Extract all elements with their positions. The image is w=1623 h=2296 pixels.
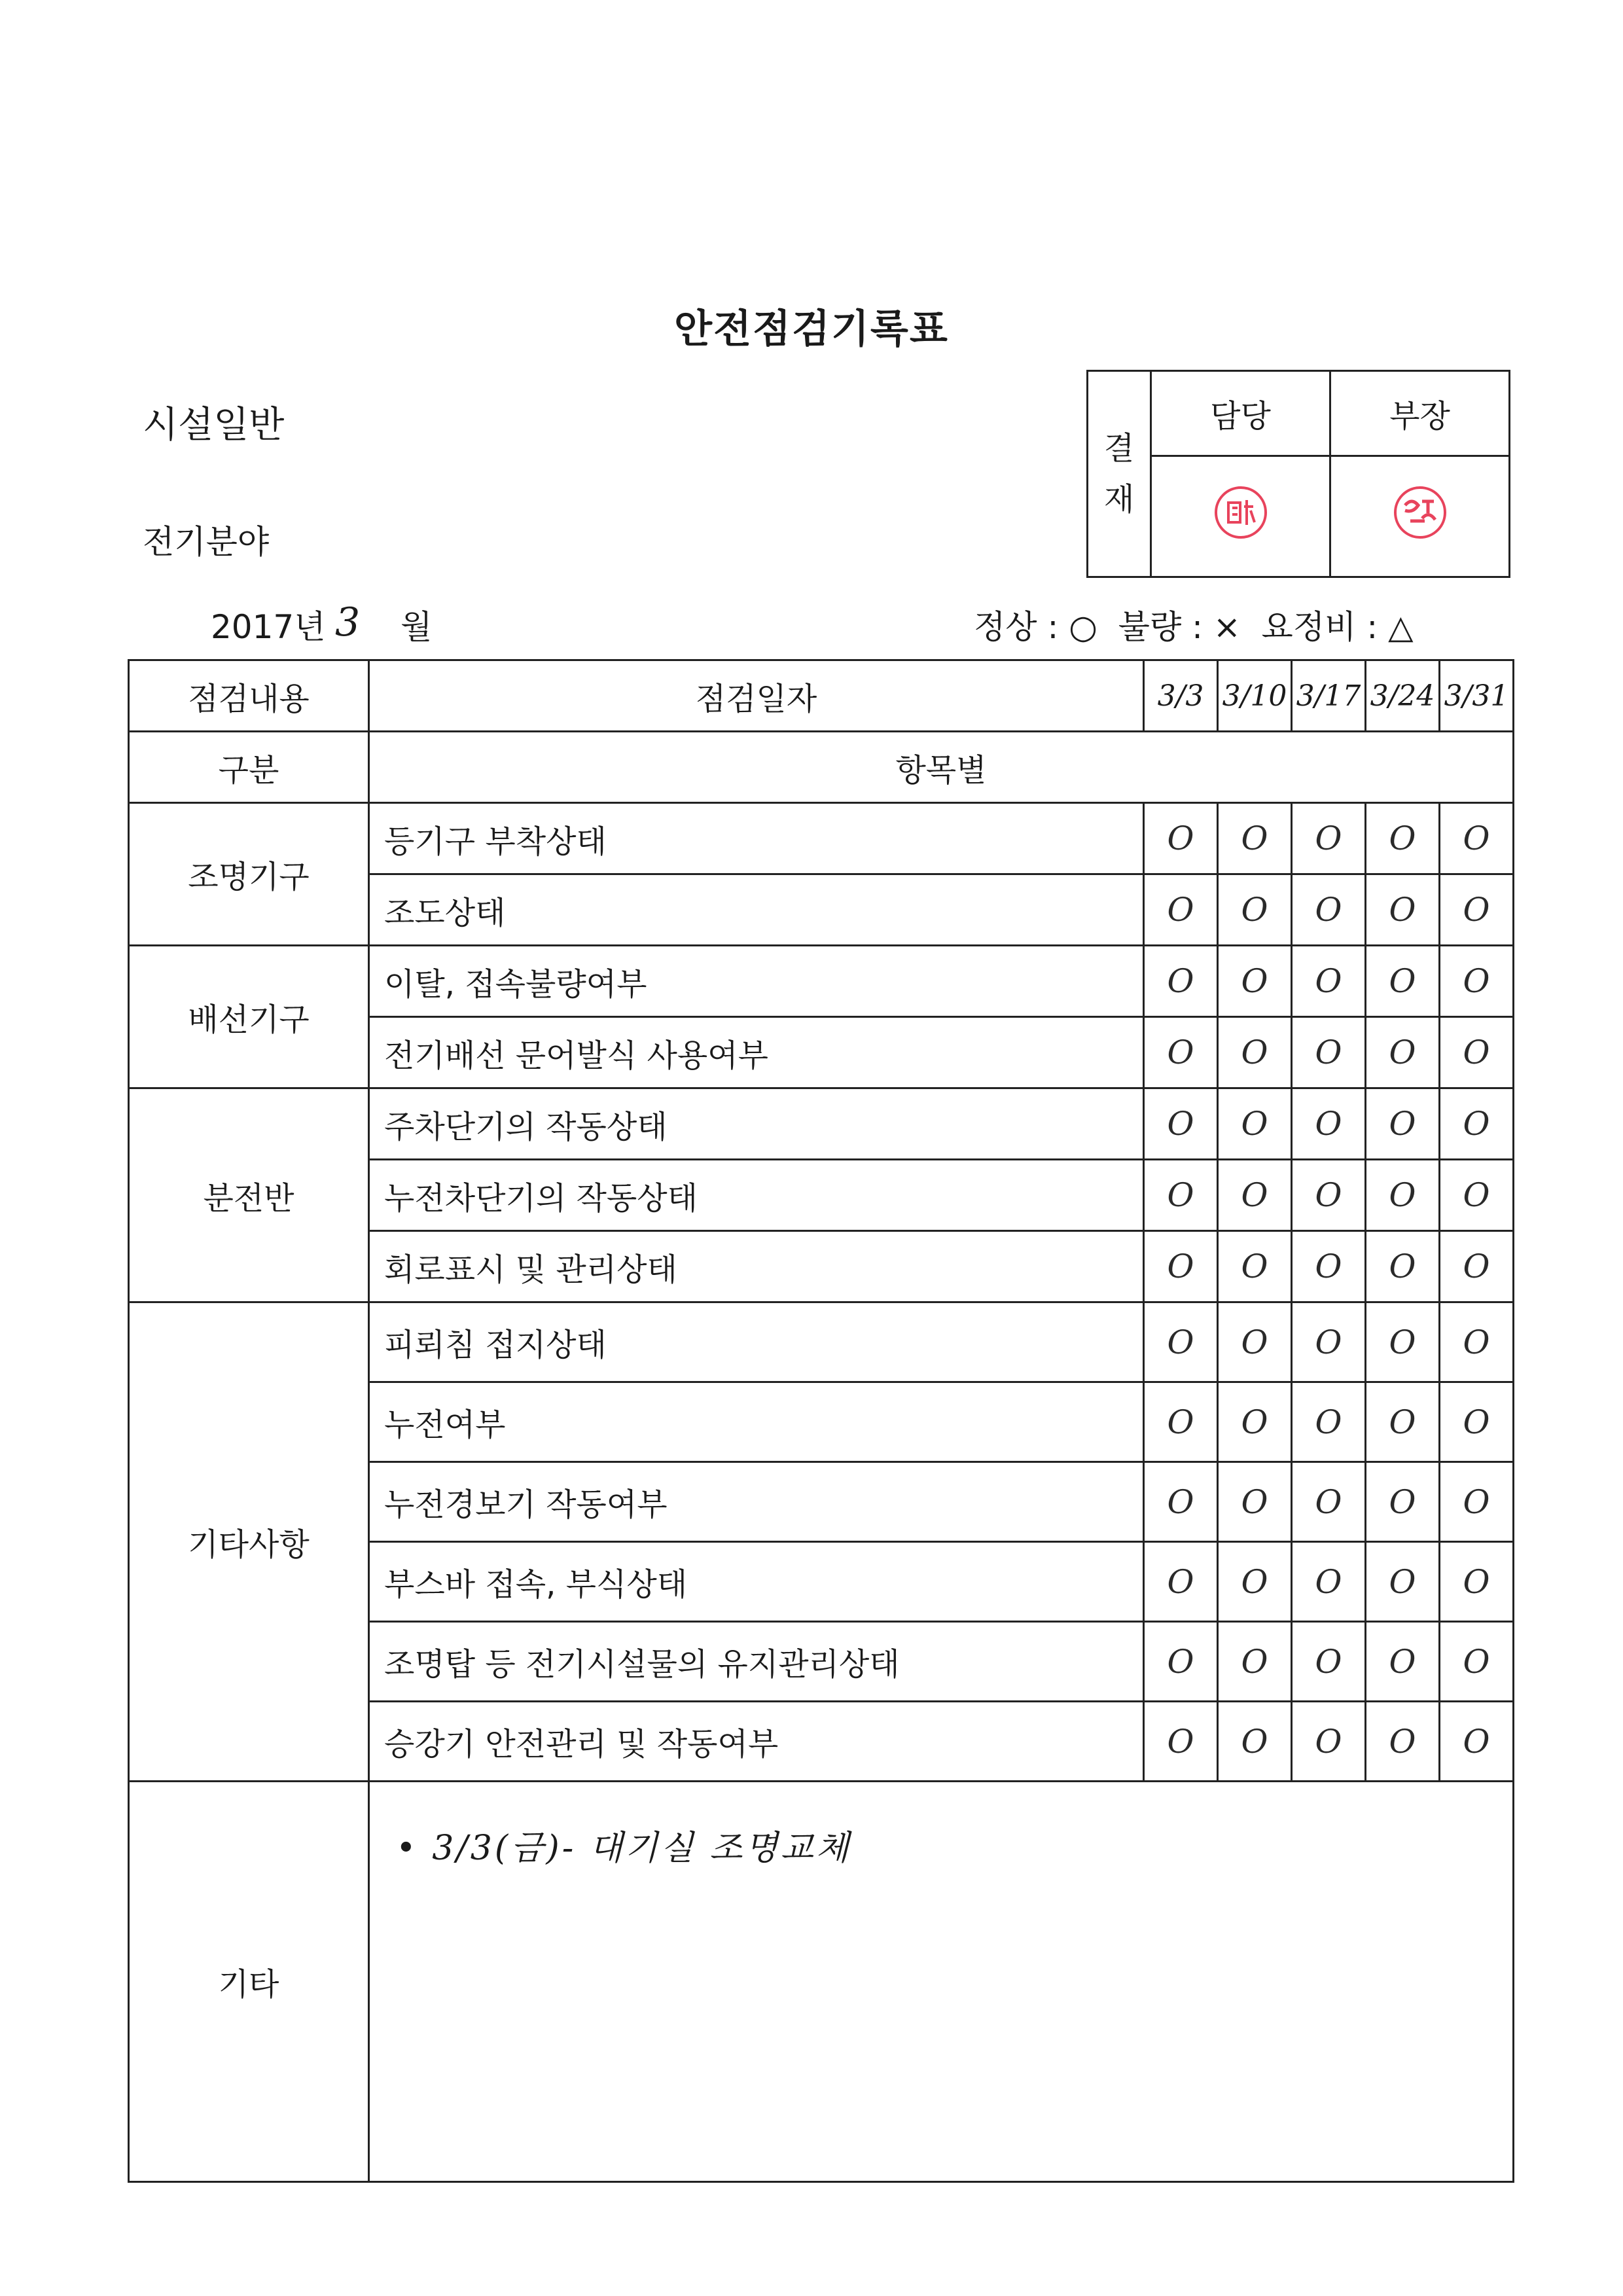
check-mark: O (1144, 1017, 1218, 1088)
check-mark: O (1218, 1160, 1292, 1231)
staff-seal-icon (1213, 484, 1269, 541)
check-mark: O (1292, 1302, 1366, 1382)
header-inspection-content: 점검내용 (129, 660, 369, 732)
item-label: 전기배선 문어발식 사용여부 (369, 1017, 1144, 1088)
item-label: 누전여부 (369, 1382, 1144, 1462)
check-mark: O (1440, 1382, 1514, 1462)
header-inspection-date: 점검일자 (369, 660, 1144, 732)
check-mark: O (1218, 946, 1292, 1017)
check-mark: O (1218, 803, 1292, 874)
check-mark: O (1440, 946, 1514, 1017)
staff-seal-cell (1151, 456, 1330, 577)
table-row (129, 803, 1514, 874)
item-label: 회로표시 및 관리상태 (369, 1231, 1144, 1302)
other-row (129, 1782, 1514, 2182)
check-mark: O (1144, 803, 1218, 874)
role-manager: 부장 (1330, 371, 1510, 456)
table-row (129, 946, 1514, 1017)
other-note: • 3/3(금)- 대기실 조명교체 (396, 1829, 851, 1868)
header-item: 항목별 (369, 732, 1514, 803)
check-mark: O (1440, 1302, 1514, 1382)
other-label: 기타 (129, 1782, 369, 2182)
check-mark: O (1292, 1017, 1366, 1088)
check-mark: O (1366, 1622, 1440, 1702)
item-label: 피뢰침 접지상태 (369, 1302, 1144, 1382)
check-mark: O (1144, 1702, 1218, 1782)
check-mark: O (1440, 1160, 1514, 1231)
check-mark: O (1218, 1702, 1292, 1782)
check-mark: O (1440, 1231, 1514, 1302)
check-mark: O (1144, 1622, 1218, 1702)
check-mark: O (1218, 1017, 1292, 1088)
month-label: 월 (401, 608, 433, 646)
check-mark: O (1144, 1160, 1218, 1231)
category-cell: 배선기구 (129, 946, 369, 1088)
date-cell: 3/17 (1292, 660, 1366, 732)
check-mark: O (1366, 1382, 1440, 1462)
check-mark: O (1366, 1088, 1440, 1160)
category-cell: 기타사항 (129, 1302, 369, 1782)
header-category: 구분 (129, 732, 369, 803)
check-mark: O (1144, 1542, 1218, 1622)
month-value: 3 (335, 600, 363, 645)
check-mark: O (1144, 1088, 1218, 1160)
check-mark: O (1144, 1302, 1218, 1382)
category-cell: 분전반 (129, 1088, 369, 1302)
category-cell: 조명기구 (129, 803, 369, 946)
check-mark: O (1292, 1542, 1366, 1622)
check-mark: O (1218, 1382, 1292, 1462)
approval-label-top: 결 (1103, 430, 1135, 467)
check-mark: O (1366, 1542, 1440, 1622)
check-mark: O (1144, 946, 1218, 1017)
field-label: 전기분야 (143, 523, 270, 561)
check-mark: O (1218, 1462, 1292, 1542)
table-row (129, 1302, 1514, 1382)
check-mark: O (1218, 1622, 1292, 1702)
date-cell: 3/3 (1144, 660, 1218, 732)
approval-box (1086, 370, 1510, 578)
check-mark: O (1292, 803, 1366, 874)
check-mark: O (1440, 803, 1514, 874)
facility-label: 시설일반 (143, 404, 285, 446)
check-mark: O (1144, 1462, 1218, 1542)
check-mark: O (1292, 1231, 1366, 1302)
check-mark: O (1366, 1160, 1440, 1231)
check-mark: O (1144, 874, 1218, 946)
check-mark: O (1144, 1382, 1218, 1462)
legend: 정상 : ○ 불량 : × 요정비 : △ (974, 608, 1414, 646)
check-mark: O (1440, 1088, 1514, 1160)
check-mark: O (1218, 1231, 1292, 1302)
check-mark: O (1366, 1702, 1440, 1782)
check-mark: O (1292, 1702, 1366, 1782)
check-mark: O (1366, 1462, 1440, 1542)
inspection-table (128, 659, 1512, 2175)
item-label: 조명탑 등 전기시설물의 유지관리상태 (369, 1622, 1144, 1702)
check-mark: O (1292, 874, 1366, 946)
check-mark: O (1440, 1017, 1514, 1088)
item-label: 부스바 접속, 부식상태 (369, 1542, 1144, 1622)
item-label: 조도상태 (369, 874, 1144, 946)
check-mark: O (1366, 1231, 1440, 1302)
check-mark: O (1366, 1302, 1440, 1382)
item-label: 누전차단기의 작동상태 (369, 1160, 1144, 1231)
approval-label-bottom: 재 (1103, 481, 1135, 518)
check-mark: O (1366, 946, 1440, 1017)
check-mark: O (1292, 946, 1366, 1017)
approval-label (1088, 371, 1151, 577)
check-mark: O (1292, 1622, 1366, 1702)
date-cell: 3/24 (1366, 660, 1440, 732)
check-mark: O (1440, 1622, 1514, 1702)
check-mark: O (1292, 1382, 1366, 1462)
role-staff: 담당 (1151, 371, 1330, 456)
check-mark: O (1366, 1017, 1440, 1088)
item-label: 누전경보기 작동여부 (369, 1462, 1144, 1542)
check-mark: O (1440, 1542, 1514, 1622)
item-label: 주차단기의 작동상태 (369, 1088, 1144, 1160)
check-mark: O (1218, 1088, 1292, 1160)
check-mark: O (1440, 1702, 1514, 1782)
check-mark: O (1292, 1160, 1366, 1231)
manager-seal-cell (1330, 456, 1510, 577)
year-label: 2017년 (211, 608, 326, 646)
check-mark: O (1292, 1462, 1366, 1542)
check-mark: O (1366, 803, 1440, 874)
item-label: 이탈, 접속불량여부 (369, 946, 1144, 1017)
check-mark: O (1218, 1302, 1292, 1382)
other-notes-cell (369, 1782, 1514, 2182)
check-mark: O (1440, 874, 1514, 946)
check-mark: O (1440, 1462, 1514, 1542)
check-mark: O (1144, 1231, 1218, 1302)
item-label: 승강기 안전관리 및 작동여부 (369, 1702, 1144, 1782)
check-mark: O (1218, 1542, 1292, 1622)
check-mark: O (1218, 874, 1292, 946)
document-title: 안전점검기록표 (674, 306, 949, 352)
item-label: 등기구 부착상태 (369, 803, 1144, 874)
date-cell: 3/10 (1218, 660, 1292, 732)
table-row (129, 1088, 1514, 1160)
check-mark: O (1366, 874, 1440, 946)
check-mark: O (1292, 1088, 1366, 1160)
manager-seal-icon (1392, 484, 1448, 541)
date-cell: 3/31 (1440, 660, 1514, 732)
